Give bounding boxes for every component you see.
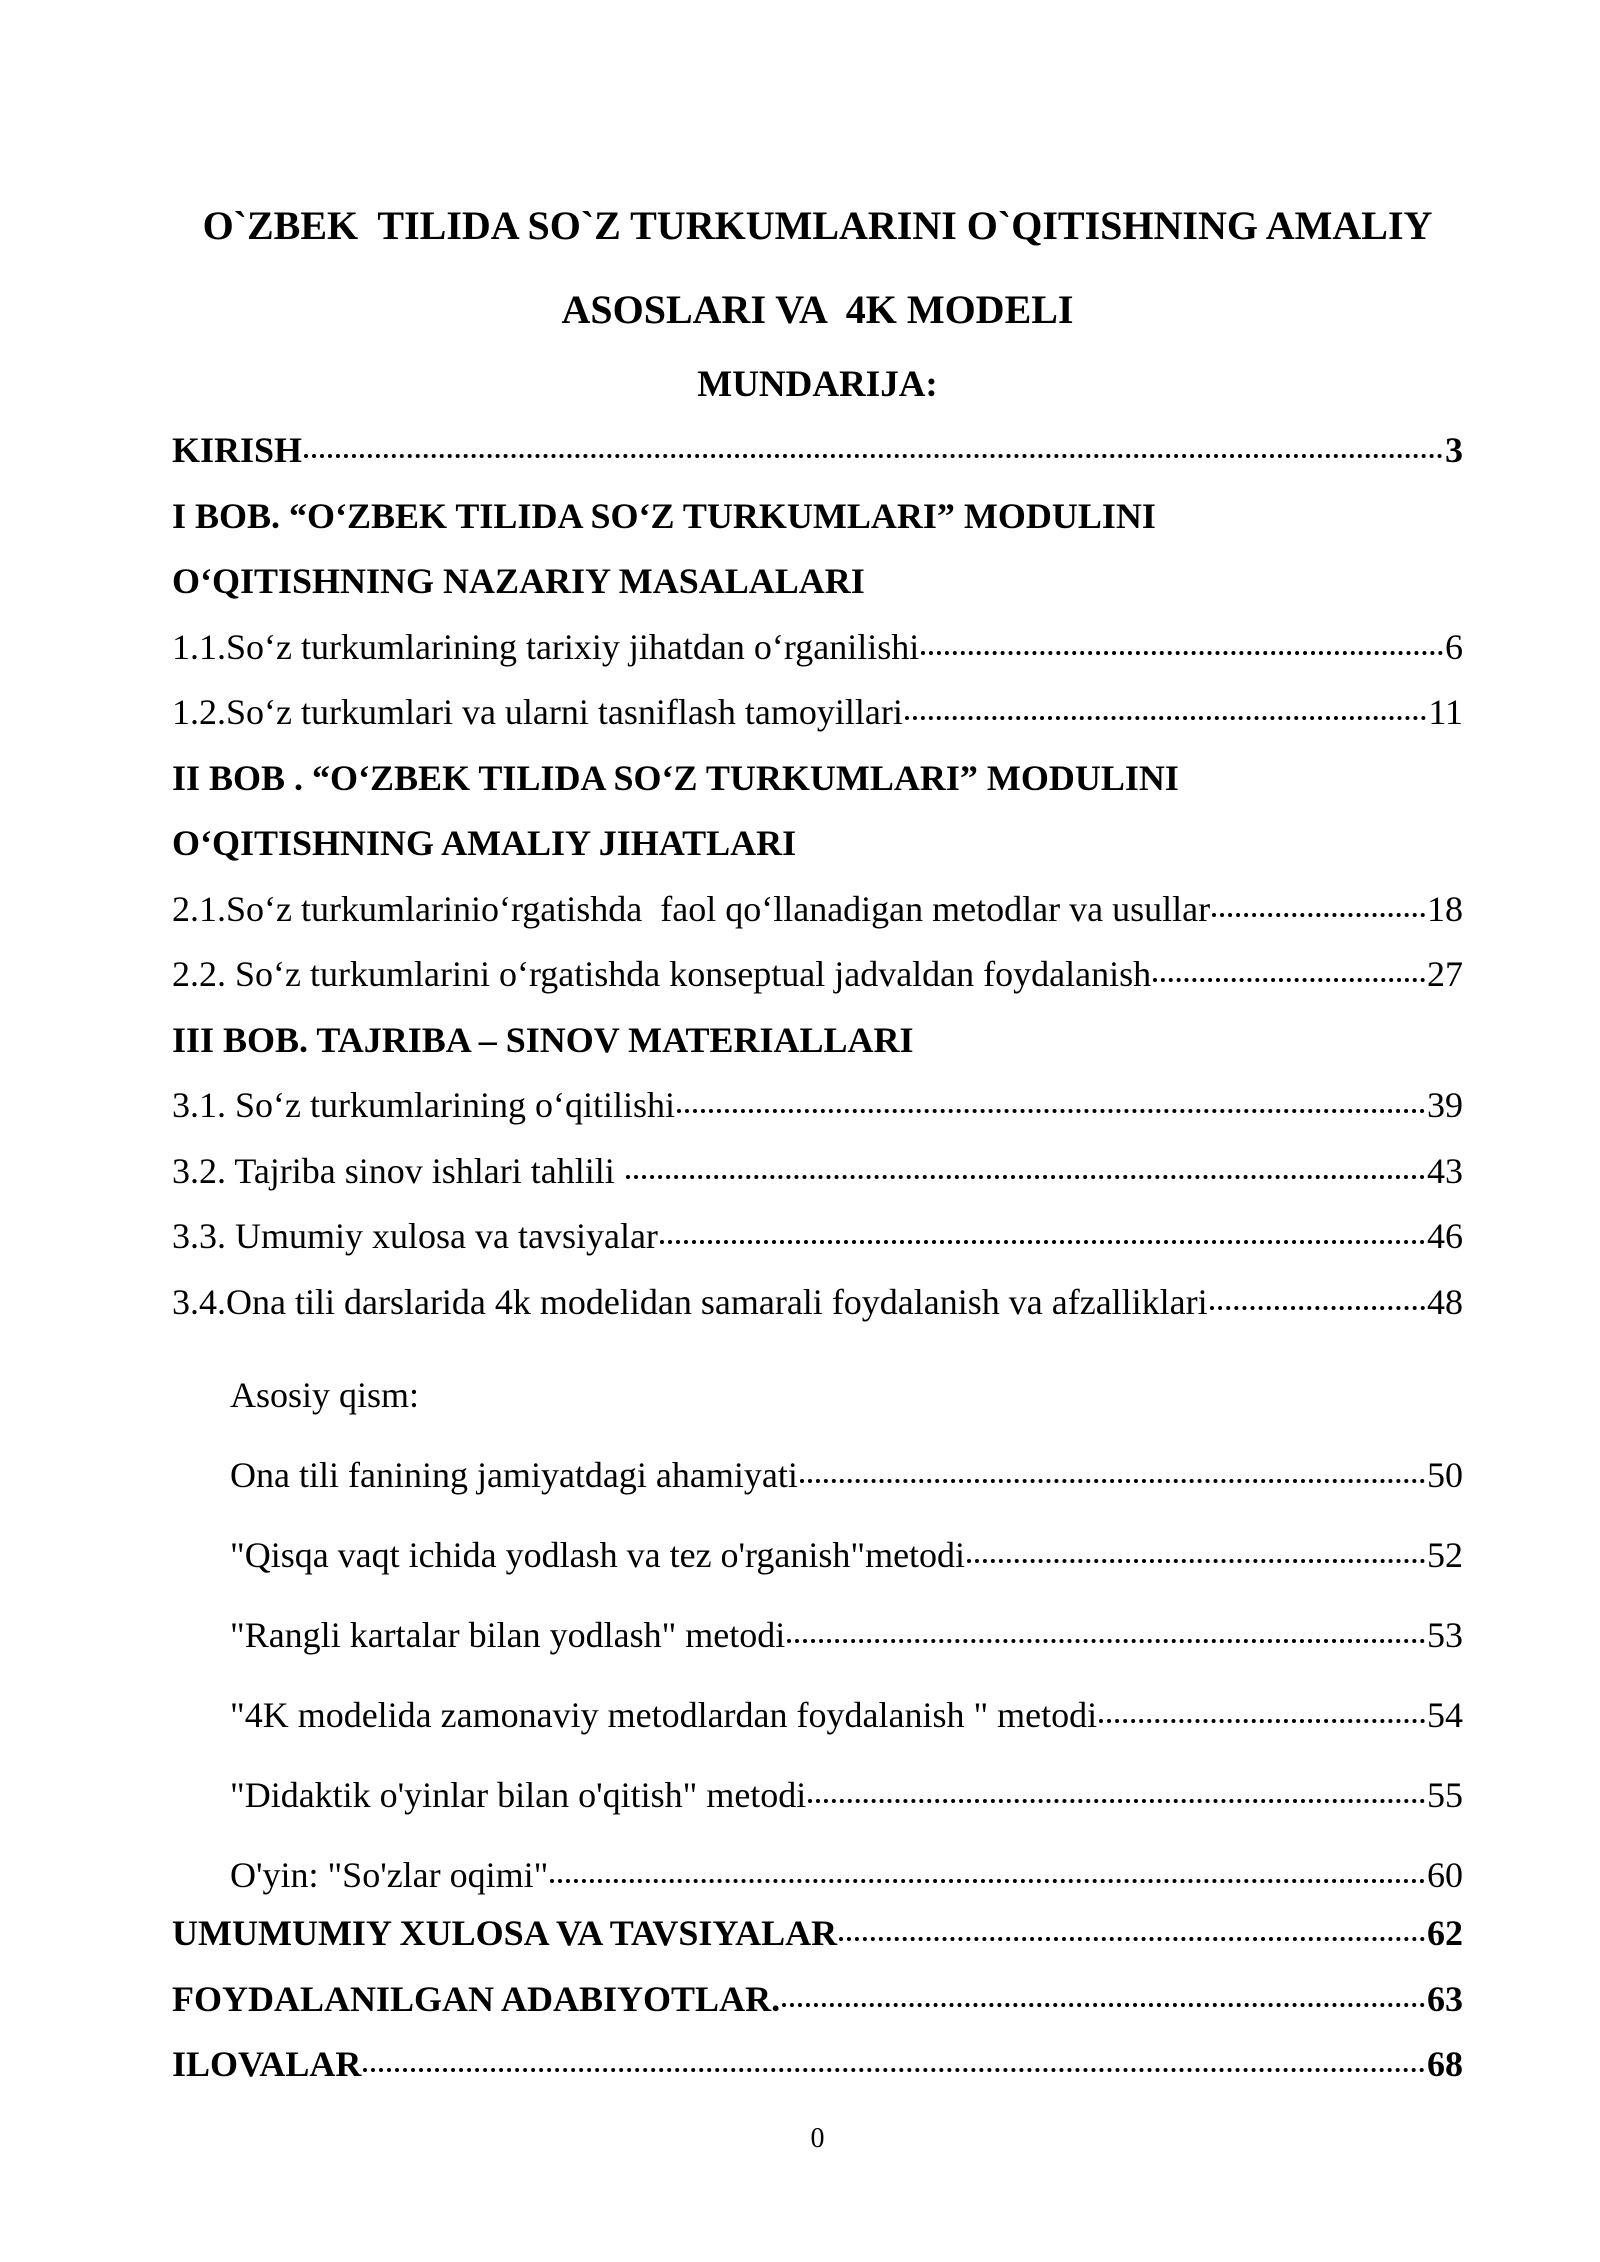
- toc-entry: [172, 1073, 1463, 1139]
- toc-entry: [172, 942, 1463, 1008]
- toc-entry-label: 2.1.So‘z turkumlarinio‘rgatishda faol qo‘llanadigan metodlar va usullar: [172, 888, 1211, 929]
- toc-dot-leader: [967, 1559, 1425, 1563]
- toc-entry: [172, 484, 1463, 550]
- toc-page-number: 27: [1427, 954, 1463, 994]
- toc-page-number: 55: [1427, 1775, 1463, 1815]
- toc-dot-leader: [626, 1175, 1425, 1179]
- toc-page-number: 68: [1427, 2044, 1463, 2084]
- toc-dot-leader: [1153, 978, 1425, 982]
- toc-dot-leader: [1212, 913, 1425, 917]
- toc-entry-label: I BOB. “O‘ZBEK TILIDA SO‘Z TURKUMLARI” MODULINI: [172, 495, 1156, 536]
- toc-dot-leader: [1210, 1306, 1425, 1310]
- toc-entry-label: O‘QITISHNING AMALIY JIHATLARI: [172, 823, 797, 863]
- toc-dot-leader: [660, 1240, 1425, 1244]
- toc-entry: [172, 877, 1463, 943]
- toc-dot-leader: [304, 454, 1443, 458]
- toc-entry: [172, 1139, 1463, 1205]
- toc-entry: [172, 2032, 1463, 2098]
- toc-entry: [172, 1755, 1463, 1835]
- toc-dot-leader: [905, 716, 1427, 720]
- toc-heading: MUNDARIJA:: [697, 364, 938, 405]
- toc-entry-label: "Didaktik o'yinlar bilan o'qitish" metodi: [230, 1775, 807, 1815]
- toc-entry-label: 3.4.Ona tili darslarida 4k modelidan samarali foydalanish va afzalliklari: [172, 1281, 1208, 1322]
- toc-entry-label: Ona tili fanining jamiyatdagi ahamiyati: [230, 1455, 798, 1495]
- toc-page-number: 11: [1428, 692, 1463, 732]
- toc-entry-label: "4K modelida zamonaviy metodlardan foydalanish " metodi: [230, 1695, 1098, 1735]
- toc-entry-label: 1.1.So‘z turkumlarining tarixiy jihatdan o‘rganilishi: [172, 626, 920, 667]
- toc-dot-leader: [921, 651, 1443, 655]
- document-title-line1: O`ZBEK TILIDA SO`Z TURKUMLARINI O`QITISHNING AMALIY: [202, 203, 1433, 248]
- toc-page-number: 46: [1427, 1216, 1463, 1256]
- toc-page-number: 54: [1427, 1695, 1463, 1735]
- toc-entry-label: UMUMUMIY XULOSA VA TAVSIYALAR: [172, 1913, 838, 1953]
- document-title-line2: ASOSLARI VA 4K MODELI: [561, 287, 1074, 332]
- toc-entry: [172, 1901, 1463, 1967]
- toc-entry-label: 2.2. So‘z turkumlarini o‘rgatishda konseptual jadvaldan foydalanish: [172, 954, 1152, 994]
- toc-entry: [172, 1435, 1463, 1515]
- toc-page-number: 62: [1427, 1913, 1463, 1953]
- toc-entry-label: "Rangli kartalar bilan yodlash" metodi: [230, 1615, 786, 1655]
- toc-entry: [172, 1967, 1463, 2033]
- toc-page-number: 52: [1427, 1535, 1463, 1575]
- toc-entry-label: 3.1. So‘z turkumlarining o‘qitilishi: [172, 1085, 675, 1125]
- toc-entry: [172, 1515, 1463, 1595]
- toc-entry: [172, 418, 1463, 484]
- toc-dot-leader: [800, 1479, 1425, 1483]
- toc-page-number: 50: [1427, 1455, 1463, 1495]
- toc-page-number: 39: [1427, 1085, 1463, 1125]
- toc-entry-label: O‘QITISHNING NAZARIY MASALALARI: [172, 561, 865, 601]
- toc-dot-leader: [677, 1109, 1425, 1113]
- toc-entry-label: KIRISH: [172, 430, 303, 470]
- document-title: [172, 184, 1463, 352]
- toc-entry: [172, 1675, 1463, 1755]
- toc-entry: [172, 1270, 1463, 1336]
- toc-entry-label: 3.3. Umumiy xulosa va tavsiyalar: [172, 1216, 658, 1256]
- toc-entry: [172, 1204, 1463, 1270]
- toc-page-number: 53: [1427, 1615, 1463, 1655]
- toc-dot-leader: [787, 1639, 1425, 1643]
- toc-entry: [172, 1595, 1463, 1675]
- toc-entry-label: Asosiy qism:: [230, 1375, 420, 1415]
- toc-dot-leader: [839, 1937, 1425, 1941]
- toc-dot-leader: [1099, 1719, 1425, 1723]
- toc-page-number: 43: [1427, 1150, 1463, 1191]
- toc-entry: [172, 549, 1463, 615]
- toc-entry-label: FOYDALANILGAN ADABIYOTLAR.: [172, 1978, 781, 2019]
- toc-entry: [172, 811, 1463, 877]
- toc-entry: [172, 615, 1463, 681]
- toc-entry-label: "Qisqa vaqt ichida yodlash va tez o'rganish"metodi: [230, 1535, 966, 1575]
- toc-entry-label: III BOB. TAJRIBA – SINOV MATERIALLARI: [172, 1019, 914, 1060]
- toc-page-number: 3: [1445, 430, 1463, 470]
- toc-dot-leader: [782, 2003, 1425, 2007]
- toc-page-number: 60: [1427, 1855, 1463, 1895]
- toc-entry: [172, 746, 1463, 812]
- toc-entry: [172, 680, 1463, 746]
- toc-page-number: 48: [1427, 1281, 1463, 1322]
- toc-entry-label: 3.2. Tajriba sinov ishlari tahlili: [172, 1150, 624, 1191]
- toc-dot-leader: [550, 1879, 1425, 1883]
- toc-page-number: 6: [1445, 626, 1463, 667]
- page-number: 0: [810, 2122, 825, 2154]
- toc-entry-label: O'yin: "So'zlar oqimi": [230, 1855, 549, 1895]
- toc-entry-label: ILOVALAR: [172, 2044, 362, 2084]
- toc-dot-leader: [808, 1799, 1425, 1803]
- toc-dot-leader: [363, 2068, 1425, 2072]
- toc: [172, 418, 1463, 2098]
- toc-entry: [172, 1355, 1463, 1435]
- toc-entry-label: II BOB . “O‘ZBEK TILIDA SO‘Z TURKUMLARI” MODULINI: [172, 757, 1179, 798]
- toc-page-number: 18: [1427, 888, 1463, 929]
- toc-entry-label: 1.2.So‘z turkumlari va ularni tasniflash tamoyillari: [172, 692, 903, 732]
- toc-entry: [172, 1008, 1463, 1074]
- toc-page-number: 63: [1427, 1978, 1463, 2019]
